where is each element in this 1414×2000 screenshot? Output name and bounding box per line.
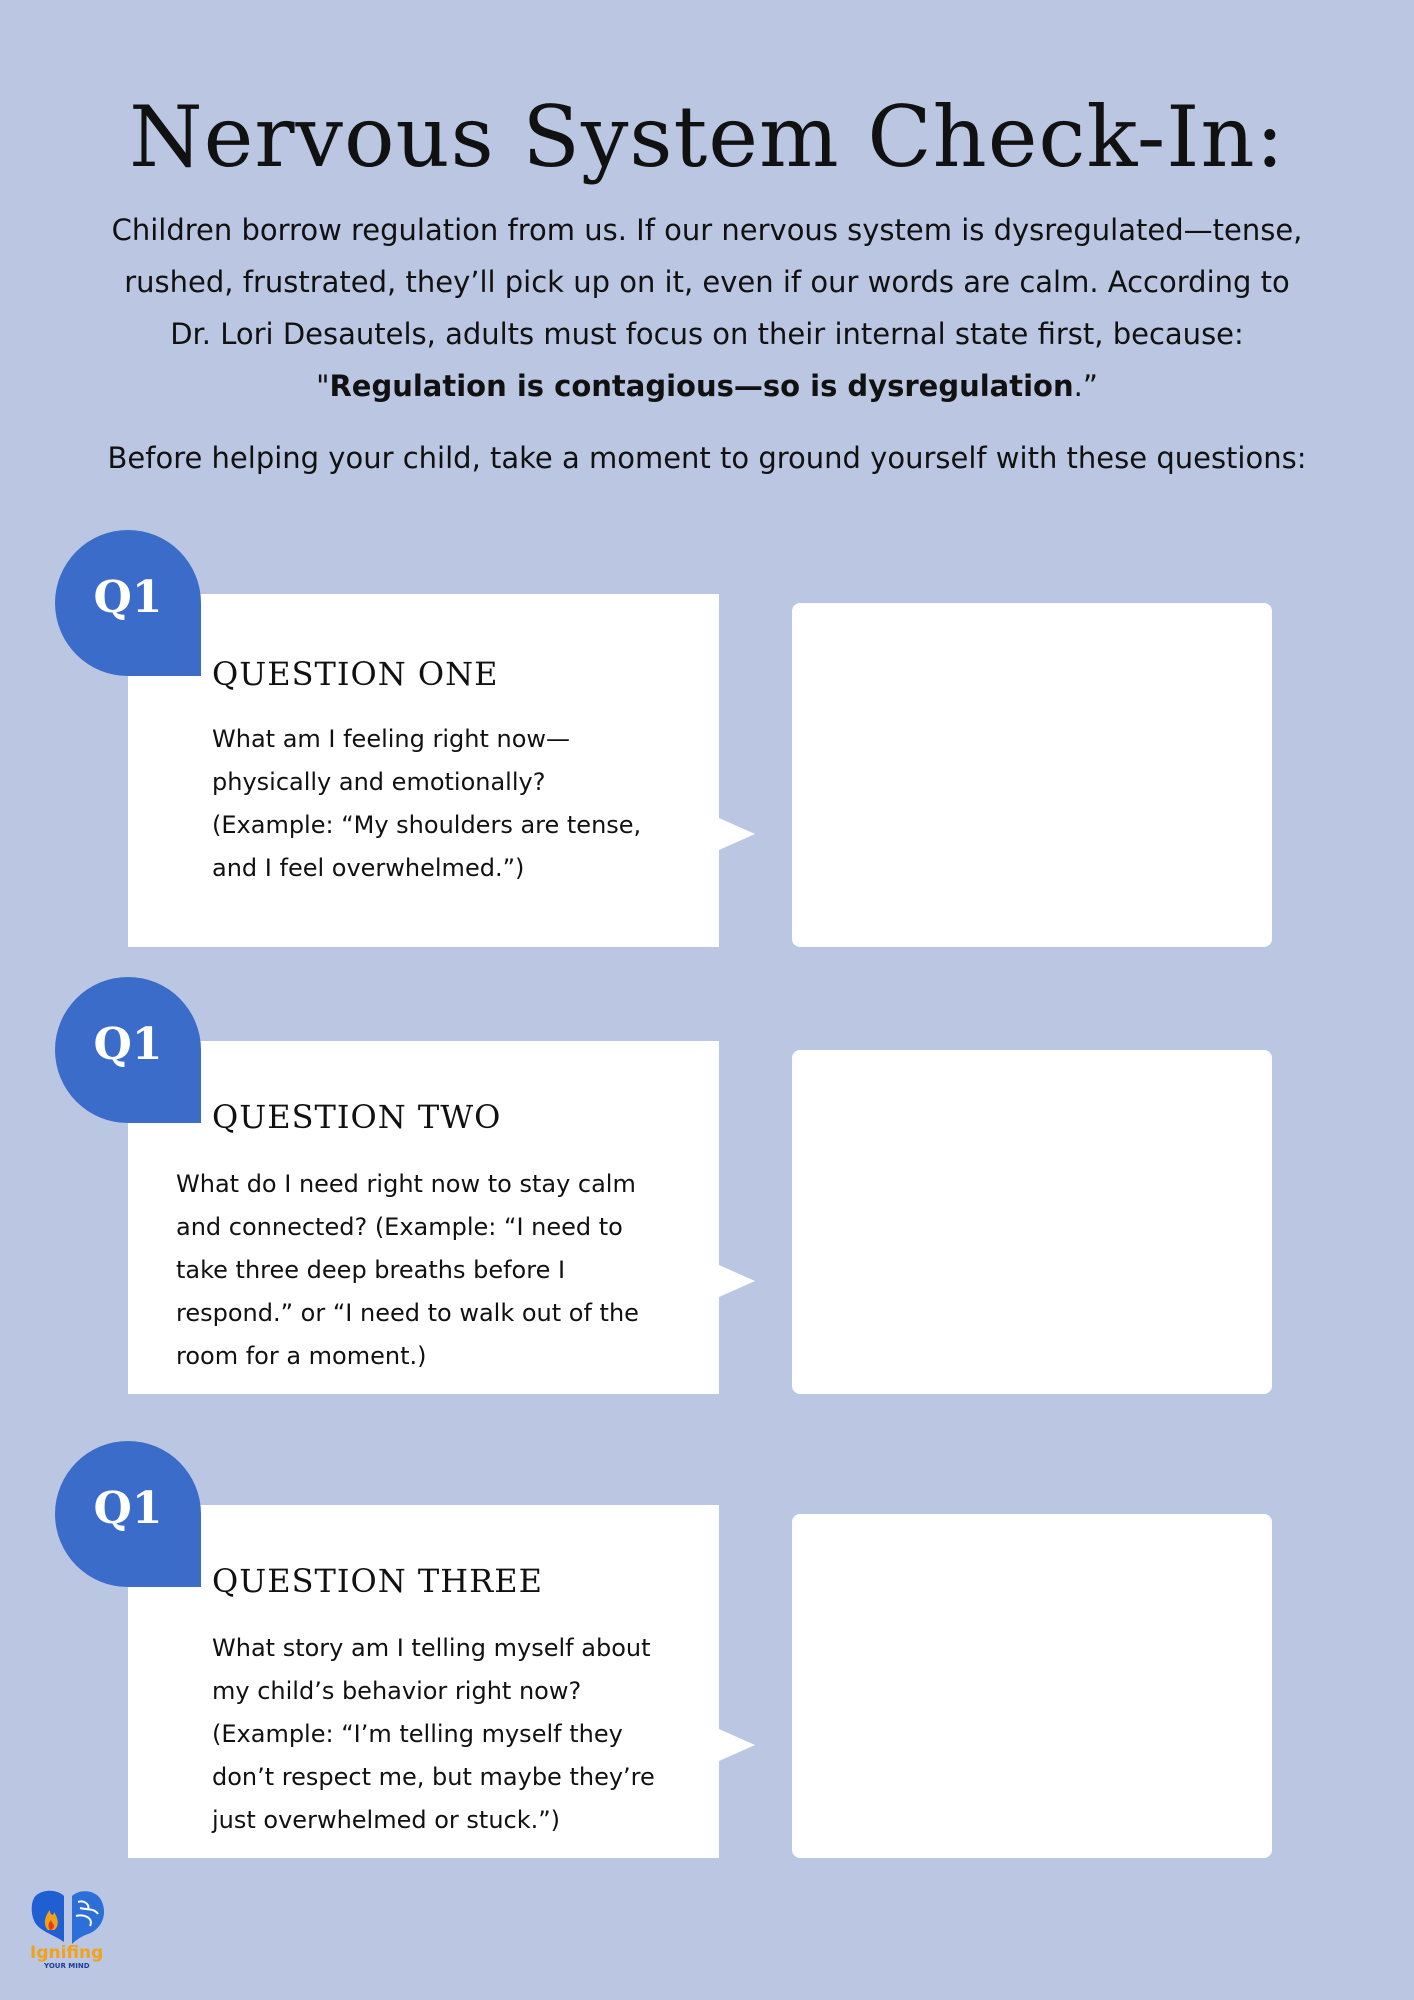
question-text: What story am I telling myself about my child’s behavior right now? (Example: “I’m telling myself they don’t respect me, but maybe they’re just overwhelmed or stuck.”) (212, 1634, 655, 1834)
question-card-two (128, 1041, 719, 1394)
question-card-three (128, 1505, 719, 1858)
card-pointer (719, 1265, 755, 1297)
page-title: Nervous System Check-In: (129, 88, 1285, 186)
quote-close-mark: .” (1073, 369, 1098, 403)
question-title: QUESTION THREE (212, 1562, 543, 1600)
question-text: What do I need right now to stay calm and connected? (Example: “I need to take three deep breaths before I respond.” or “I need to walk out of the room for a moment.) (176, 1170, 639, 1370)
answer-box-two[interactable] (792, 1050, 1272, 1394)
quote-bold-text: Regulation is contagious—so is dysregulation (329, 369, 1074, 403)
logo-wordmark: Ignifing (30, 1943, 104, 1963)
intro-quote (0, 360, 1414, 412)
card-pointer (719, 818, 755, 850)
question-badge: Q1 (55, 1441, 201, 1587)
quote-open-mark: " (316, 369, 330, 403)
question-title: QUESTION TWO (212, 1098, 502, 1136)
question-card-one (128, 594, 719, 947)
intro-paragraph: Children borrow regulation from us. If our nervous system is dysregulated—tense, rushed, frustrated, they’ll pick up on it, even if our words are calm. According to Dr. Lori Desautels, adults must focus on their internal state first, because: (111, 213, 1303, 351)
answer-box-one[interactable] (792, 603, 1272, 947)
question-title: QUESTION ONE (212, 655, 499, 693)
lead-text: Before helping your child, take a moment to ground yourself with these questions: (107, 441, 1307, 475)
question-text: What am I feeling right now—physically and emotionally? (Example: “My shoulders are tense, and I feel overwhelmed.”) (212, 725, 642, 882)
answer-box-three[interactable] (792, 1514, 1272, 1858)
question-badge: Q1 (55, 530, 201, 676)
card-pointer (719, 1729, 755, 1761)
logo-subtitle: YOUR MIND (44, 1962, 90, 1970)
question-badge: Q1 (55, 977, 201, 1123)
